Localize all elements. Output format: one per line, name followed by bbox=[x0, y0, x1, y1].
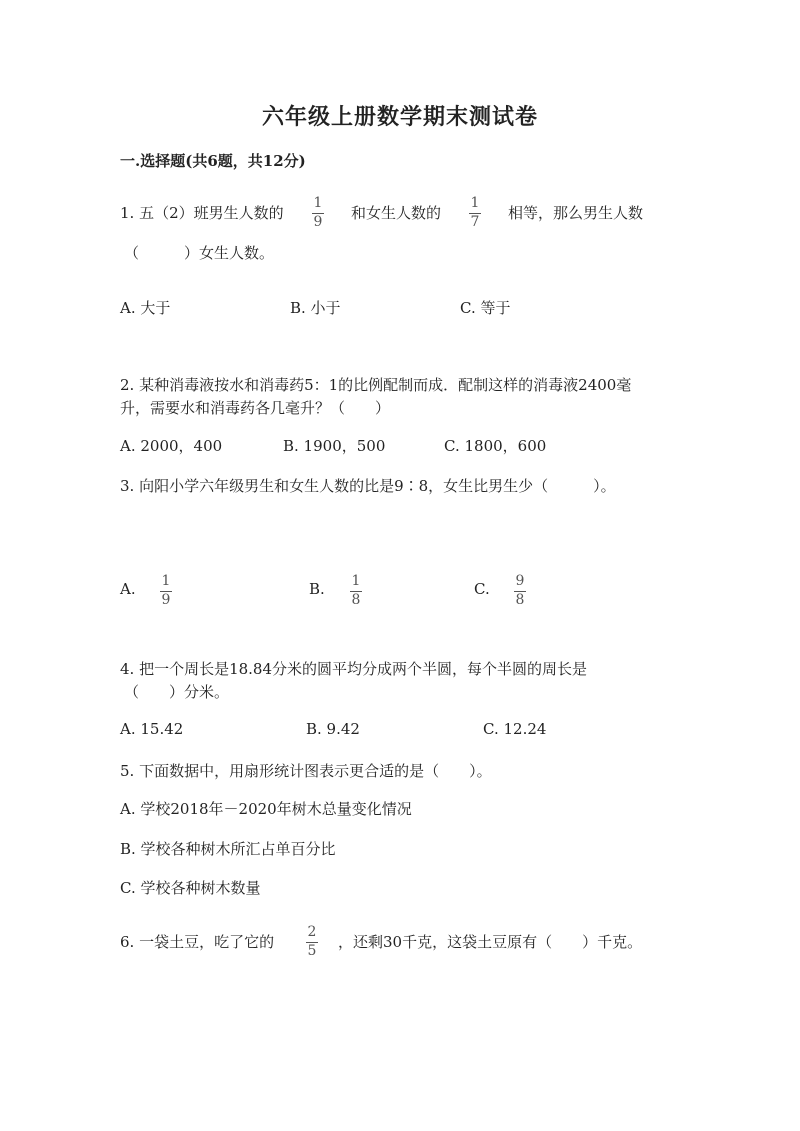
question-4-text-line1: 4. 把一个周长是18.84分米的圆平均分成两个半圆，每个半圆的周长是 bbox=[120, 660, 588, 678]
question-1-fraction-2 bbox=[469, 196, 481, 230]
question-6-fraction bbox=[306, 925, 318, 959]
question-4-option-a: A. 15.42 bbox=[120, 720, 184, 738]
question-5-option-b: B. 学校各种树木所汇占单百分比 bbox=[120, 840, 336, 858]
question-2-text-line2: 升，需要水和消毒药各几毫升？（ ） bbox=[120, 399, 391, 417]
fraction-denominator: 5 bbox=[307, 943, 317, 959]
fraction-numerator: 1 bbox=[161, 573, 171, 589]
fraction-numerator: 1 bbox=[313, 195, 323, 211]
question-5-option-a: A. 学校2018年－2020年树木总量变化情况 bbox=[120, 800, 412, 818]
question-3-text-line1: 3. 向阳小学六年级男生和女生人数的比是9∶8，女生比男生少（ ）。 bbox=[120, 477, 616, 495]
question-3-option-a-fraction bbox=[160, 574, 172, 608]
question-3-option-a-label: A. bbox=[120, 580, 136, 598]
question-1-option-b: B. 小于 bbox=[290, 299, 341, 317]
question-3-option-b-fraction bbox=[350, 574, 362, 608]
fraction-numerator: 1 bbox=[351, 573, 361, 589]
question-3-option-c-label: C. bbox=[474, 580, 490, 598]
question-1-text-part2: 和女生人数的 bbox=[351, 204, 442, 222]
page-title: 六年级上册数学期末测试卷 bbox=[261, 104, 538, 130]
question-6-text-part2: ，还剩30千克，这袋土豆原有（ ）千克。 bbox=[338, 933, 643, 951]
fraction-denominator: 7 bbox=[470, 214, 480, 230]
question-4-option-c: C. 12.24 bbox=[483, 720, 547, 738]
question-5-text-line1: 5. 下面数据中，用扇形统计图表示更合适的是（ ）。 bbox=[120, 762, 492, 780]
fraction-denominator: 9 bbox=[313, 214, 323, 230]
section-heading: 一.选择题(共6题，共12分) bbox=[120, 152, 306, 170]
question-2-text-line1: 2. 某种消毒液按水和消毒药5：1的比例配制而成．配制这样的消毒液2400毫 bbox=[120, 376, 632, 394]
fraction-denominator: 9 bbox=[161, 592, 171, 608]
question-1-option-a: A. 大于 bbox=[120, 299, 171, 317]
fraction-numerator: 9 bbox=[515, 573, 525, 589]
question-2-option-c: C. 1800，600 bbox=[444, 437, 547, 455]
fraction-denominator: 8 bbox=[351, 592, 361, 608]
question-1-text-line2: （ ）女生人数。 bbox=[124, 244, 275, 262]
fraction-denominator: 8 bbox=[515, 592, 525, 608]
question-1-option-c: C. 等于 bbox=[460, 299, 511, 317]
question-2-option-b: B. 1900，500 bbox=[283, 437, 386, 455]
question-1-fraction-1 bbox=[312, 196, 324, 230]
question-5-option-c: C. 学校各种树木数量 bbox=[120, 879, 261, 897]
question-6-text-part1: 6. 一袋土豆，吃了它的 bbox=[120, 933, 275, 951]
question-1-text-part1: 1. 五（2）班男生人数的 bbox=[120, 204, 284, 222]
question-4-option-b: B. 9.42 bbox=[306, 720, 360, 738]
question-3-option-b-label: B. bbox=[309, 580, 325, 598]
question-4-text-line2: （ ）分米。 bbox=[124, 683, 230, 701]
question-3-option-c-fraction bbox=[514, 574, 526, 608]
fraction-numerator: 1 bbox=[470, 195, 480, 211]
question-1-text-part3: 相等，那么男生人数 bbox=[508, 204, 644, 222]
fraction-numerator: 2 bbox=[307, 924, 317, 940]
question-2-option-a: A. 2000，400 bbox=[120, 437, 223, 455]
